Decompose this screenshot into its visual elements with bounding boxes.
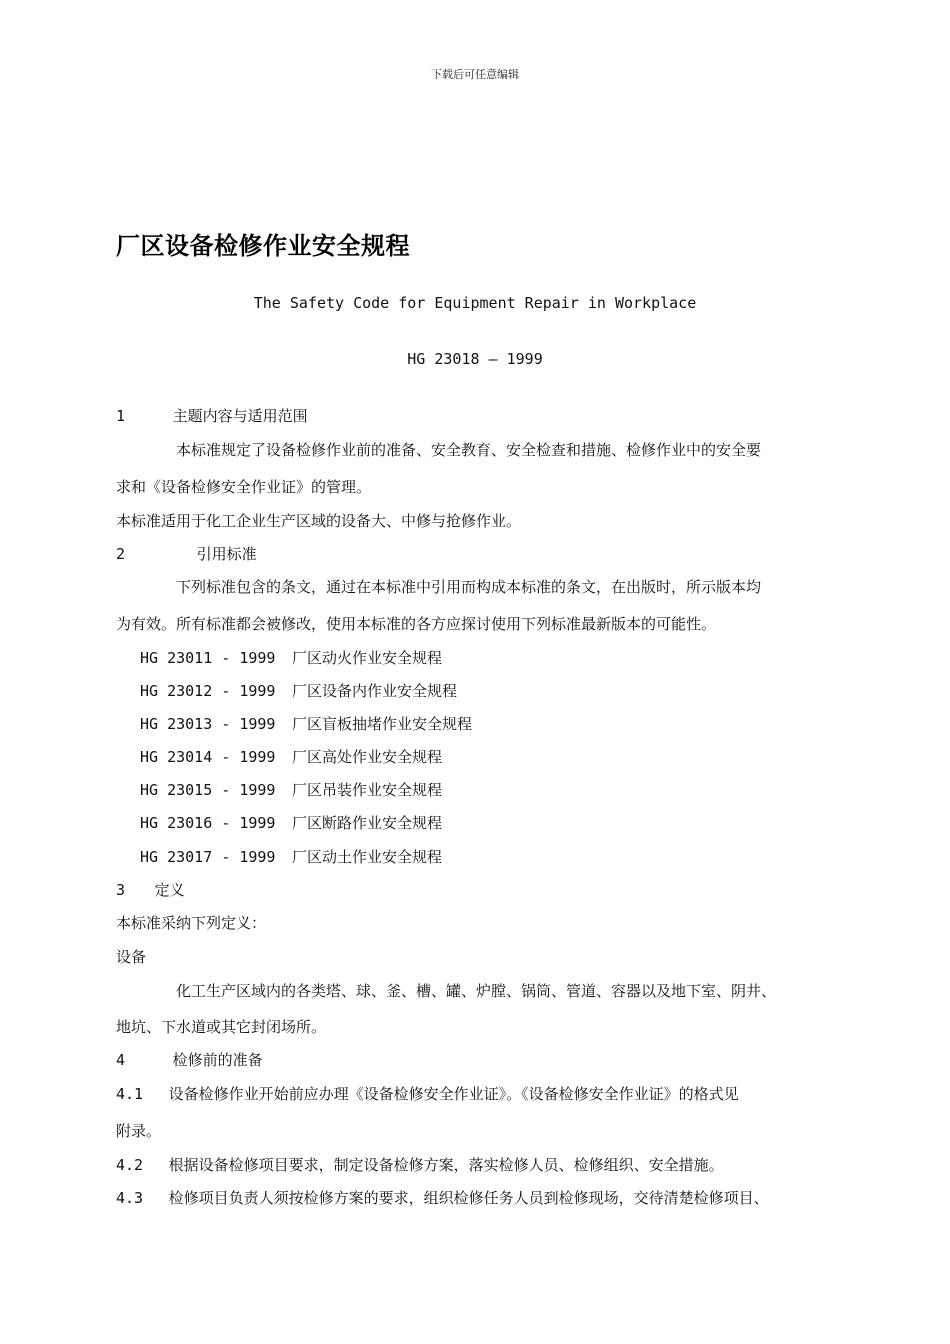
section-number: 1 <box>116 407 126 425</box>
reference-name: 厂区动土作业安全规程 <box>292 848 443 866</box>
paragraph: 求和《设备检修安全作业证》的管理。 <box>116 478 372 496</box>
reference-name: 厂区动火作业安全规程 <box>292 649 443 667</box>
reference-item <box>140 713 472 734</box>
document-title: 厂区设备检修作业安全规程 <box>116 232 410 260</box>
paragraph: 化工生产区域内的各类塔、球、釜、槽、罐、炉膛、锅筒、管道、容器以及地下室、阴井、 <box>176 982 777 1000</box>
reference-code: HG 23015 - 1999 <box>140 781 276 799</box>
reference-item <box>140 680 457 701</box>
section-number: 4 <box>116 1051 126 1069</box>
reference-code: HG 23014 - 1999 <box>140 748 276 766</box>
document-subtitle: The Safety Code for Equipment Repair in Workplace <box>253 294 697 312</box>
paragraph: 附录。 <box>116 1122 162 1140</box>
clause-number: 4.3 <box>116 1189 144 1207</box>
clause-text: 设备检修作业开始前应办理《设备检修安全作业证》。《设备检修安全作业证》的格式见 <box>168 1085 739 1103</box>
section-title: 定义 <box>154 881 185 899</box>
section-number: 3 <box>116 881 126 899</box>
section-title: 检修前的准备 <box>172 1051 263 1069</box>
paragraph: 下列标准包含的条文，通过在本标准中引用而构成本标准的条文，在出版时，所示版本均 <box>176 578 762 596</box>
reference-name: 厂区吊装作业安全规程 <box>292 781 443 799</box>
clause-4-1 <box>116 1083 739 1104</box>
reference-code: HG 23013 - 1999 <box>140 715 276 733</box>
section-2-heading <box>116 543 257 564</box>
reference-item <box>140 812 442 833</box>
clause-4-2 <box>116 1154 724 1175</box>
paragraph: 本标准采纳下列定义： <box>116 914 267 932</box>
reference-name: 厂区设备内作业安全规程 <box>292 682 458 700</box>
paragraph: 本标准规定了设备检修作业前的准备、安全教育、安全检查和措施、检修作业中的安全要 <box>176 441 762 459</box>
standard-code: HG 23018 – 1999 <box>407 350 543 368</box>
clause-number: 4.1 <box>116 1085 144 1103</box>
section-4-heading <box>116 1049 263 1070</box>
section-3-heading <box>116 879 185 900</box>
section-title: 引用标准 <box>196 545 257 563</box>
clause-number: 4.2 <box>116 1156 144 1174</box>
paragraph: 本标准适用于化工企业生产区域的设备大、中修与抢修作业。 <box>116 512 522 530</box>
clause-text: 根据设备检修项目要求，制定设备检修方案，落实检修人员、检修组织、安全措施。 <box>168 1156 724 1174</box>
reference-item <box>140 647 442 668</box>
paragraph: 地坑、下水道或其它封闭场所。 <box>116 1018 327 1036</box>
header-note: 下载后可任意编辑 <box>431 68 519 81</box>
reference-code: HG 23017 - 1999 <box>140 848 276 866</box>
reference-code: HG 23016 - 1999 <box>140 814 276 832</box>
section-1-heading <box>116 405 308 426</box>
paragraph: 为有效。所有标准都会被修改，使用本标准的各方应探讨使用下列标准最新版本的可能性。 <box>116 615 717 633</box>
clause-text: 检修项目负责人须按检修方案的要求，组织检修任务人员到检修现场，交待清楚检修项目、 <box>168 1189 769 1207</box>
reference-item <box>140 779 442 800</box>
reference-name: 厂区盲板抽堵作业安全规程 <box>292 715 473 733</box>
reference-item <box>140 846 442 867</box>
reference-name: 厂区高处作业安全规程 <box>292 748 443 766</box>
reference-code: HG 23012 - 1999 <box>140 682 276 700</box>
section-title: 主题内容与适用范围 <box>172 407 308 425</box>
clause-4-3 <box>116 1187 769 1208</box>
reference-name: 厂区断路作业安全规程 <box>292 814 443 832</box>
reference-code: HG 23011 - 1999 <box>140 649 276 667</box>
reference-item <box>140 746 442 767</box>
section-number: 2 <box>116 545 126 563</box>
term: 设备 <box>116 948 147 966</box>
